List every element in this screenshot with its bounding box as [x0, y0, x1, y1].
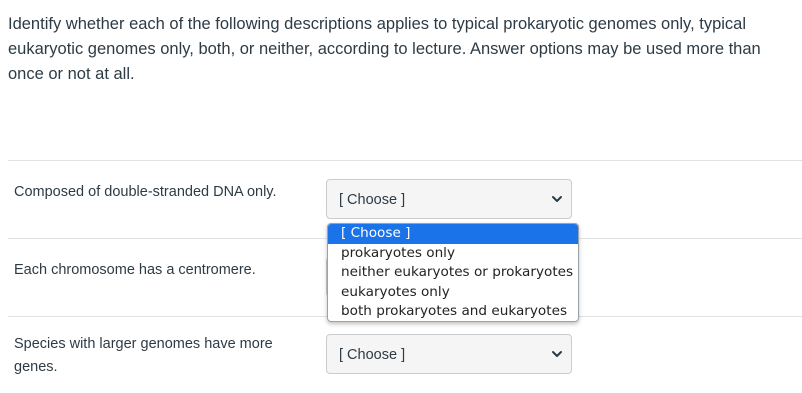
option-prokaryotes-only[interactable]: prokaryotes only [341, 244, 456, 261]
option-choose[interactable]: [ Choose ] [328, 224, 578, 244]
chevron-down-icon [551, 349, 563, 359]
answer-select-3[interactable] [326, 334, 572, 374]
row-label: Species with larger genomes have more genes. [14, 336, 273, 375]
row-label: Composed of double-stranded DNA only. [14, 184, 277, 200]
chevron-down-icon [551, 194, 563, 204]
option-both[interactable]: both prokaryotes and eukaryotes [341, 303, 568, 320]
question-prompt: Identify whether each of the following descriptions applies to typical prokaryotic genomes only, typical eukaryotic genomes only, both, or neither, according to lecture. Answer options may be used more than once or not at all. [8, 15, 761, 83]
option-neither[interactable]: neither eukaryotes or prokaryotes [341, 264, 574, 281]
select-options-list [327, 223, 579, 322]
answer-select-1[interactable] [326, 179, 572, 219]
select-value: [ Choose ] [339, 192, 406, 208]
option-eukaryotes-only[interactable]: eukaryotes only [341, 283, 450, 300]
row-label: Each chromosome has a centromere. [14, 262, 256, 278]
select-value: [ Choose ] [339, 347, 406, 363]
